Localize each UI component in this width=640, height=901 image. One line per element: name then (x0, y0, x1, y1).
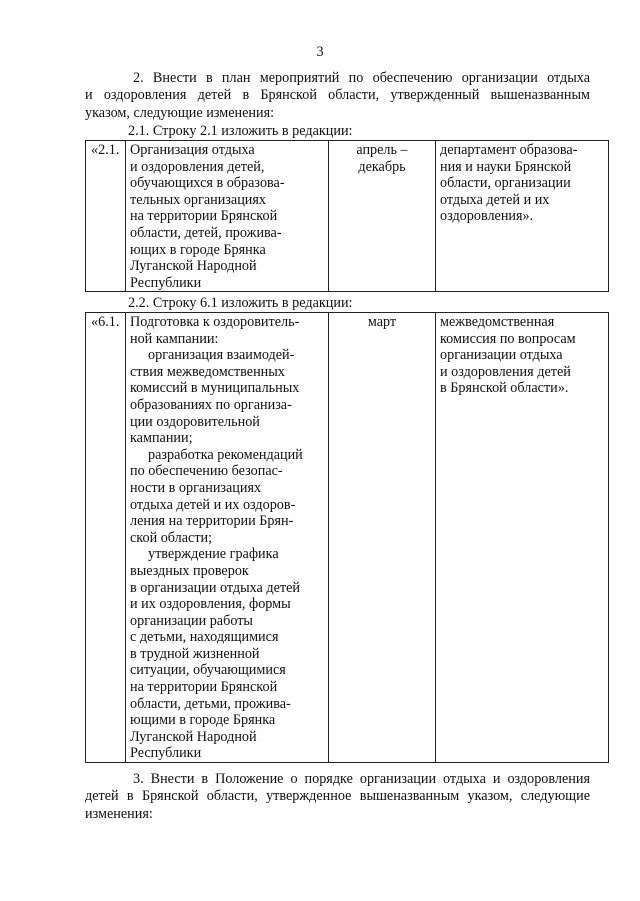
cell-line: ния и науки Брянской (440, 158, 572, 175)
cell-line: организации работы (130, 612, 253, 629)
row-number: «2.1. (86, 141, 126, 292)
cell-line: по обеспечению безопас- (130, 463, 283, 480)
cell-line: Организация отдыха (130, 142, 255, 158)
cell-line: межведомственная (440, 314, 555, 330)
cell-line: выездных проверок (130, 562, 249, 579)
cell-line: организация взаимодей- (148, 347, 295, 364)
cell-line: ции оздоровительной (130, 413, 260, 430)
paragraph-line: 2. Внести в план мероприятий по обеспечению организации отдыха (133, 70, 590, 86)
cell-line: разработка рекомендаций (148, 446, 303, 463)
table-row (86, 141, 609, 292)
cell-line: обучающихся в образова- (130, 175, 285, 192)
caption-row-2-1: 2.1. Строку 2.1 изложить в редакции: (128, 123, 353, 139)
cell-line: и оздоровления детей (440, 363, 571, 380)
cell-line: образованиях по организа- (130, 396, 292, 413)
paragraph-line: и оздоровления детей в Брянской области, утвержденный вышеназванным (85, 87, 590, 104)
cell-line: и оздоровления детей, (130, 158, 265, 175)
row-number: «6.1. (86, 313, 126, 763)
cell-line: Подготовка к оздоровитель- (130, 314, 300, 330)
cell-line: декабрь (358, 158, 406, 175)
paragraph-line: изменения: (85, 805, 153, 822)
cell-line: департамент образова- (440, 142, 578, 158)
cell-line: утверждение графика (148, 546, 279, 563)
paragraph-line: 3. Внести в Положение о порядке организации отдыха и оздоровления (133, 771, 590, 787)
cell-line: в трудной жизненной (130, 645, 260, 662)
cell-line: Республики (130, 745, 202, 762)
cell-line: в организации отдыха детей (130, 579, 300, 596)
page-number: 3 (316, 44, 324, 60)
cell-line: март (367, 314, 397, 330)
table-row-6-1 (85, 312, 609, 763)
cell-line: тельных организациях (130, 191, 267, 208)
cell-line: ситуации, обучающимися (130, 662, 286, 679)
term-cell (329, 313, 436, 763)
cell-line: кампании; (130, 430, 193, 447)
cell-line: Луганской Народной (130, 728, 257, 745)
cell-line: области, детьми, прожива- (130, 695, 291, 712)
cell-line: ствия межведомственных (130, 363, 285, 380)
cell-line: Республики (130, 274, 202, 291)
cell-line: Луганской Народной (130, 258, 257, 275)
table-row (86, 313, 609, 763)
paragraph-line: детей в Брянской области, утвержденное вышеназванным указом, следующие (85, 788, 590, 805)
cell-line: с детьми, находящимися (130, 629, 279, 646)
cell-line: оздоровления». (440, 208, 534, 225)
event-cell (126, 313, 329, 763)
cell-line: области, организации (440, 175, 571, 192)
paragraph-3 (85, 771, 590, 823)
cell-line: ющих в городе Брянка (130, 241, 266, 258)
paragraph-line: указом, следующие изменения: (85, 104, 275, 121)
cell-line: ности в организациях (130, 479, 262, 496)
cell-line: ской области; (130, 529, 213, 546)
responsible-cell (436, 313, 609, 763)
cell-line: комиссий в муниципальных (130, 380, 300, 397)
cell-line: в Брянской области». (440, 380, 569, 397)
paragraph-2 (85, 70, 590, 122)
cell-line: на территории Брянской (130, 208, 278, 225)
table-row-2-1 (85, 140, 609, 292)
cell-line: ной кампании: (130, 330, 219, 347)
cell-line: и их оздоровления, формы (130, 596, 291, 613)
cell-line: комиссия по вопросам (440, 330, 576, 347)
cell-line: организации отдыха (440, 347, 563, 364)
cell-line: ющими в городе Брянка (130, 712, 276, 729)
cell-line: апрель – (356, 142, 408, 158)
term-cell (329, 141, 436, 292)
responsible-cell (436, 141, 609, 292)
cell-line: на территории Брянской (130, 679, 278, 696)
cell-line: отдыха детей и их оздоров- (130, 496, 296, 513)
cell-line: ления на территории Брян- (130, 513, 294, 530)
event-cell (126, 141, 329, 292)
caption-row-6-1: 2.2. Строку 6.1 изложить в редакции: (128, 295, 353, 311)
cell-line: отдыха детей и их (440, 191, 550, 208)
cell-line: области, детей, прожива- (130, 224, 282, 241)
